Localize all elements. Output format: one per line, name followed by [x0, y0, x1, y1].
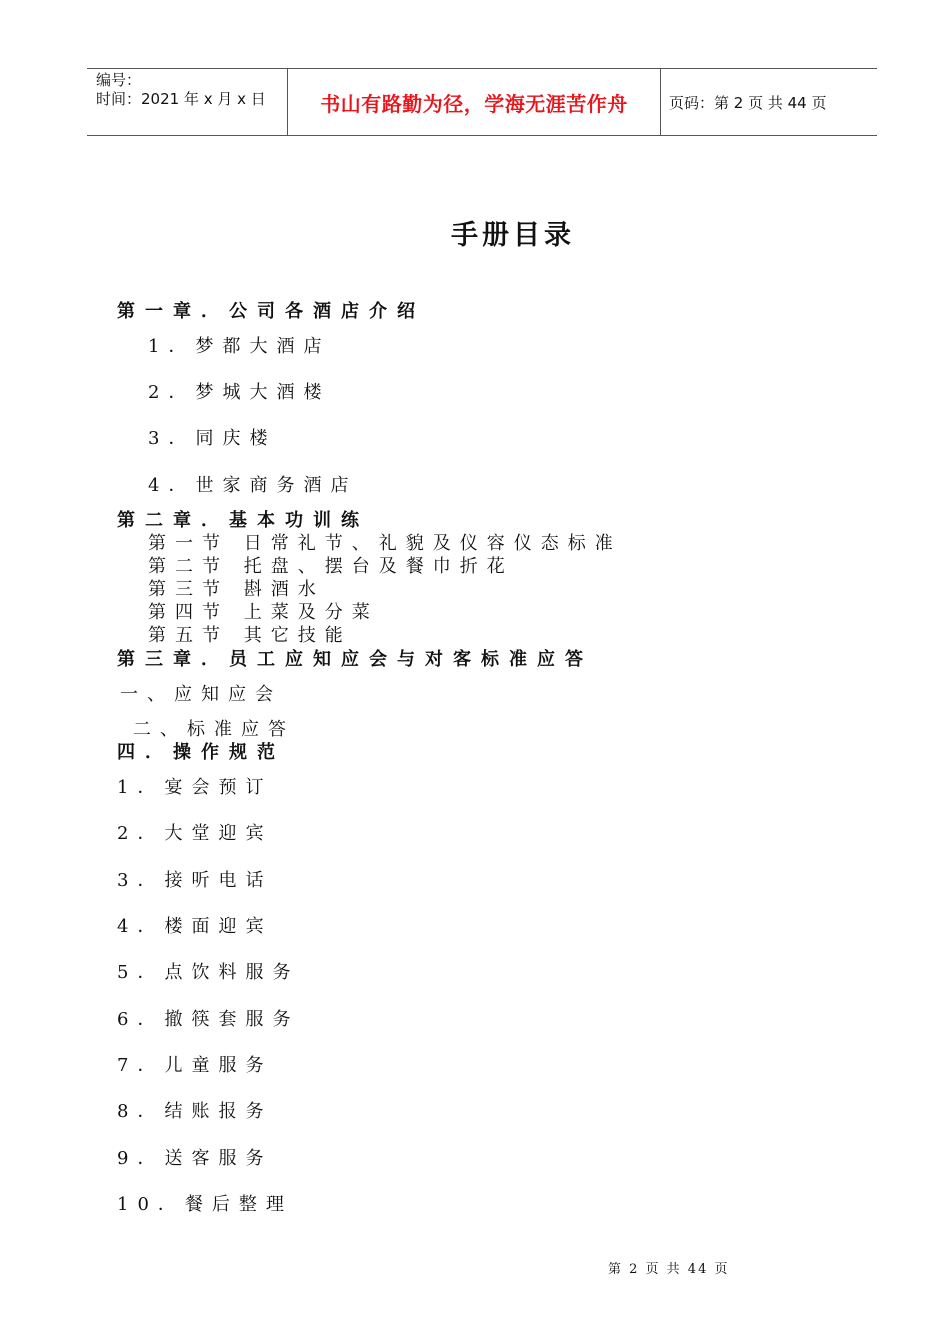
time-label: 时间：2021 年 x 月 x 日 — [96, 90, 266, 108]
toc-item: 7．儿童服务 — [117, 1055, 273, 1076]
toc-item: 第三节 斟酒水 — [148, 579, 325, 600]
toc-item: 3．接听电话 — [117, 870, 273, 891]
toc-item: 1．宴会预订 — [117, 777, 273, 798]
chapter-1-heading: 第一章．公司各酒店介绍 — [117, 301, 425, 322]
toc-item: 第二节 托盘、摆台及餐巾折花 — [148, 556, 514, 577]
chapter-4-heading: 四．操作规范 — [117, 742, 285, 763]
toc-item: 2．梦城大酒楼 — [148, 382, 331, 403]
page-title: 手册目录 — [451, 220, 575, 251]
page-info: 页码：第 2 页 共 44 页 — [669, 93, 827, 112]
number-label: 编号： — [96, 71, 142, 89]
page-header — [87, 68, 877, 136]
toc-item: 3．同庆楼 — [148, 428, 277, 449]
toc-item: 5．点饮料服务 — [117, 962, 300, 983]
toc-item: 第五节 其它技能 — [148, 625, 352, 646]
toc-item: 4．楼面迎宾 — [117, 916, 273, 937]
toc-item: 第四节 上菜及分菜 — [148, 602, 379, 623]
toc-item: 4．世家商务酒店 — [148, 475, 358, 496]
header-meta — [87, 69, 287, 135]
header-motto-cell — [287, 69, 661, 135]
toc-item: 6．撤筷套服务 — [117, 1009, 300, 1030]
page-footer: 第 2 页 共 44 页 — [608, 1262, 730, 1277]
chapter-2-heading: 第二章．基本功训练 — [117, 510, 369, 531]
header-page-cell — [661, 69, 877, 135]
toc-item: 二、标准应答 — [133, 719, 295, 740]
toc-item: 8．结账报务 — [117, 1101, 273, 1122]
toc-item: 一、应知应会 — [120, 684, 282, 705]
chapter-3-heading: 第三章．员工应知应会与对客标准应答 — [117, 649, 593, 670]
toc-item: 9．送客服务 — [117, 1148, 273, 1169]
toc-item: 1．梦都大酒店 — [148, 336, 331, 357]
toc-item: 第一节 日常礼节、礼貌及仪容仪态标准 — [148, 533, 622, 554]
toc-item: 10．餐后整理 — [117, 1194, 293, 1215]
toc-item: 2．大堂迎宾 — [117, 823, 273, 844]
motto: 书山有路勤为径，学海无涯苦作舟 — [320, 91, 628, 116]
